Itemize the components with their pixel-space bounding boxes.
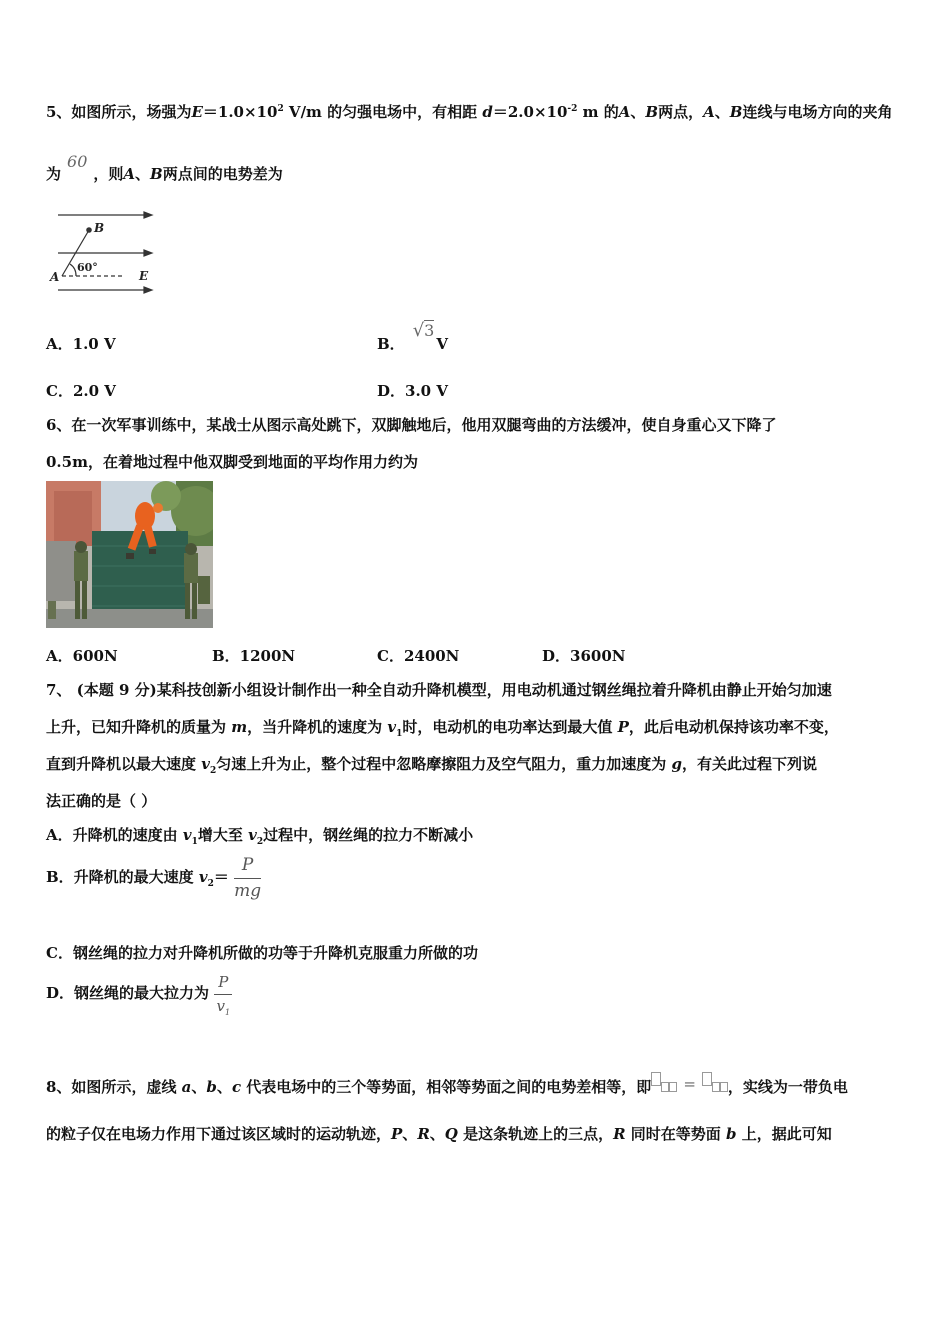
option-label: B． [377,335,405,353]
option-label: C．2400N [377,647,460,665]
q5-option-a[interactable] [46,333,116,354]
q5-text: 两点间的电势差为 [162,165,283,183]
q5-var-B: B [729,103,743,121]
q8-var-a: a [181,1078,192,1096]
q8-text: 的粒子仅在电场力作用下通过该区域时的运动轨迹， [46,1125,392,1143]
q7-eq: ＝ [213,868,229,886]
q7-sub: 1 [191,837,198,847]
q5-text: V/m 的匀强电场中，有相距 [283,103,483,121]
q6-option-d[interactable] [542,645,625,666]
q5-text: 、 [630,103,646,121]
q7-line2 [46,716,839,737]
option-label: D．3.0 V [377,382,448,400]
q5-option-c[interactable] [46,380,116,401]
q5-var-E: E [191,103,203,121]
q8-line1 [46,1072,848,1097]
q8-text: 同时在等势面 [625,1125,727,1143]
q5-text: m 的 [577,103,619,121]
q5-text: ，则 [93,165,124,183]
q7-text: 时，电动机的电功率达到最大值 [402,718,618,736]
fraction-den: v [216,997,225,1015]
q6-line2: 0.5m，在着地过程中他双脚受到地面的平均作用力约为 [46,453,418,471]
arrow-icon [144,212,152,218]
q5-field-diagram [46,205,161,300]
q8-text: 、 [191,1078,207,1096]
q8-text: ，实线为一带负电 [727,1078,848,1096]
q7-line3 [46,753,817,774]
q7-sub: 2 [209,766,217,776]
q7-line1: 7、 (本题 9 分)某科技创新小组设计制作出一种全自动升降机模型，用电动机通过钢丝绳拉着升降机由静止开始匀加速 [46,681,832,699]
fraction-num: P [234,855,261,879]
q5-option-d[interactable] [377,380,448,401]
label-A: A [50,270,60,284]
label-B: B [94,221,105,235]
q8-text: 、 [402,1125,418,1143]
label-angle: 60° [77,261,98,274]
point-B [87,228,91,232]
q7-var-m: m [231,718,248,736]
q7-text: 过程中，钢丝绳的拉力不断减小 [263,826,474,844]
option-label: A．600N [46,647,118,665]
q5-text: 、 [135,165,151,183]
q5-var-A: A [703,103,715,121]
q6-option-b[interactable] [212,645,295,666]
option-label: B．1200N [212,647,296,665]
q7-text: A．升降机的速度由 [46,826,183,844]
q8-var-b: b [726,1125,737,1143]
fraction-P-over-v1 [214,973,232,1015]
q7-sub: 2 [256,837,264,847]
q8-text: 是这条轨迹上的三点， [457,1125,614,1143]
q8-var-Q: Q [444,1125,458,1143]
q7-text: B．升降机的最大速度 [46,868,199,886]
q7-var-v: v [387,718,397,736]
q5-text: ＝2.0×10 [492,103,568,121]
q8-var-c: c [231,1078,242,1096]
q8-text: 8、如图所示，虚线 [46,1078,182,1096]
q5-text: ＝1.0×10 [202,103,278,121]
fraction-num: P [214,973,232,995]
q8-var-b: b [206,1078,217,1096]
q5-text: 连线与电场方向的夹角 [742,103,893,121]
q5-var-A: A [618,103,631,121]
q8-text: 代表电场中的三个等势面，相邻等势面之间的电势差相等，即 [241,1078,652,1096]
q7-var-P: P [617,718,629,736]
missing-glyph-icon [661,1082,669,1092]
q7-text: ，此后电动机保持该功率不变， [628,718,839,736]
q7-var-v: v [248,826,257,844]
angle-arc [70,264,76,276]
q7-var-v: v [182,826,192,844]
option-label: D．3600N [542,647,626,665]
sqrt-value: 3 [424,321,435,340]
q7-option-a[interactable] [46,824,473,845]
fraction-den: mg [234,881,262,901]
q5-text: 、 [714,103,730,121]
q5-line2 [46,152,283,184]
q7-sub: 2 [207,879,214,889]
q5-line1 [46,101,892,122]
q8-text: 、 [429,1125,445,1143]
q7-text: 增大至 [197,826,249,844]
q7-option-d[interactable] [46,973,232,1015]
q7-var-v: v [201,755,210,773]
arrow-icon [144,250,152,256]
q5-var-A: A [123,165,136,183]
q6-option-a[interactable] [46,645,118,666]
q8-var-R: R [417,1125,430,1143]
q8-text: 上，据此可知 [736,1125,832,1143]
missing-glyph-icon [712,1082,720,1092]
arrow-icon [144,287,152,293]
q7-text: 上升，已知升降机的质量为 [46,718,232,736]
option-label: A．1.0 V [46,335,116,353]
q7-text: 直到升降机以最大速度 [46,755,202,773]
q8-eq: = [683,1075,696,1093]
q7-sub: 1 [396,729,403,739]
missing-glyph-icon [720,1082,728,1092]
missing-glyph-icon [702,1072,712,1086]
label-E: E [139,269,149,283]
q7-option-c[interactable]: C．钢丝绳的拉力对升降机所做的功等于升降机克服重力所做的功 [46,944,478,962]
q5-var-B: B [645,103,659,121]
q8-line2 [46,1123,832,1144]
q6-line1: 6、在一次军事训练中，某战士从图示高处跳下，双脚触地后，他用双腿弯曲的方法缓冲，使自身重心又下降了 [46,416,777,434]
q6-soldier-photo [46,481,213,628]
q5-text: 两点， [658,103,704,121]
q7-text: ，当升降机的速度为 [247,718,388,736]
q8-var-P: P [391,1125,403,1143]
q7-var-g: g [671,755,682,773]
fraction-P-over-mg [234,855,261,901]
q5-exp: -2 [567,104,578,114]
q5-option-b[interactable] [377,320,448,353]
q5-var-B: B [150,165,163,183]
sqrt-icon: √ [412,320,425,341]
q7-var-v: v [198,868,208,886]
q7-text: D．钢丝绳的最大拉力为 [46,984,210,1002]
option-label: C．2.0 V [46,382,116,400]
option-unit: V [436,335,448,353]
q7-option-b[interactable] [46,855,261,901]
missing-glyph-icon [651,1072,661,1086]
q6-option-c[interactable] [377,645,459,666]
q7-text: ，有关此过程下列说 [681,755,817,773]
fraction-den-sub: 1 [224,1008,231,1017]
q7-line4: 法正确的是（ ） [46,792,157,810]
q5-var-d: d [482,103,493,121]
q5-exp: 2 [277,104,284,114]
q5-text: 为 [46,165,62,183]
q7-text: 匀速上升为止，整个过程中忽略摩擦阻力及空气阻力，重力加速度为 [216,755,672,773]
q8-text: 、 [216,1078,232,1096]
q5-text: 5、如图所示，场强为 [46,103,192,121]
q8-var-R: R [613,1125,626,1143]
q5-angle: 60 [67,152,88,171]
